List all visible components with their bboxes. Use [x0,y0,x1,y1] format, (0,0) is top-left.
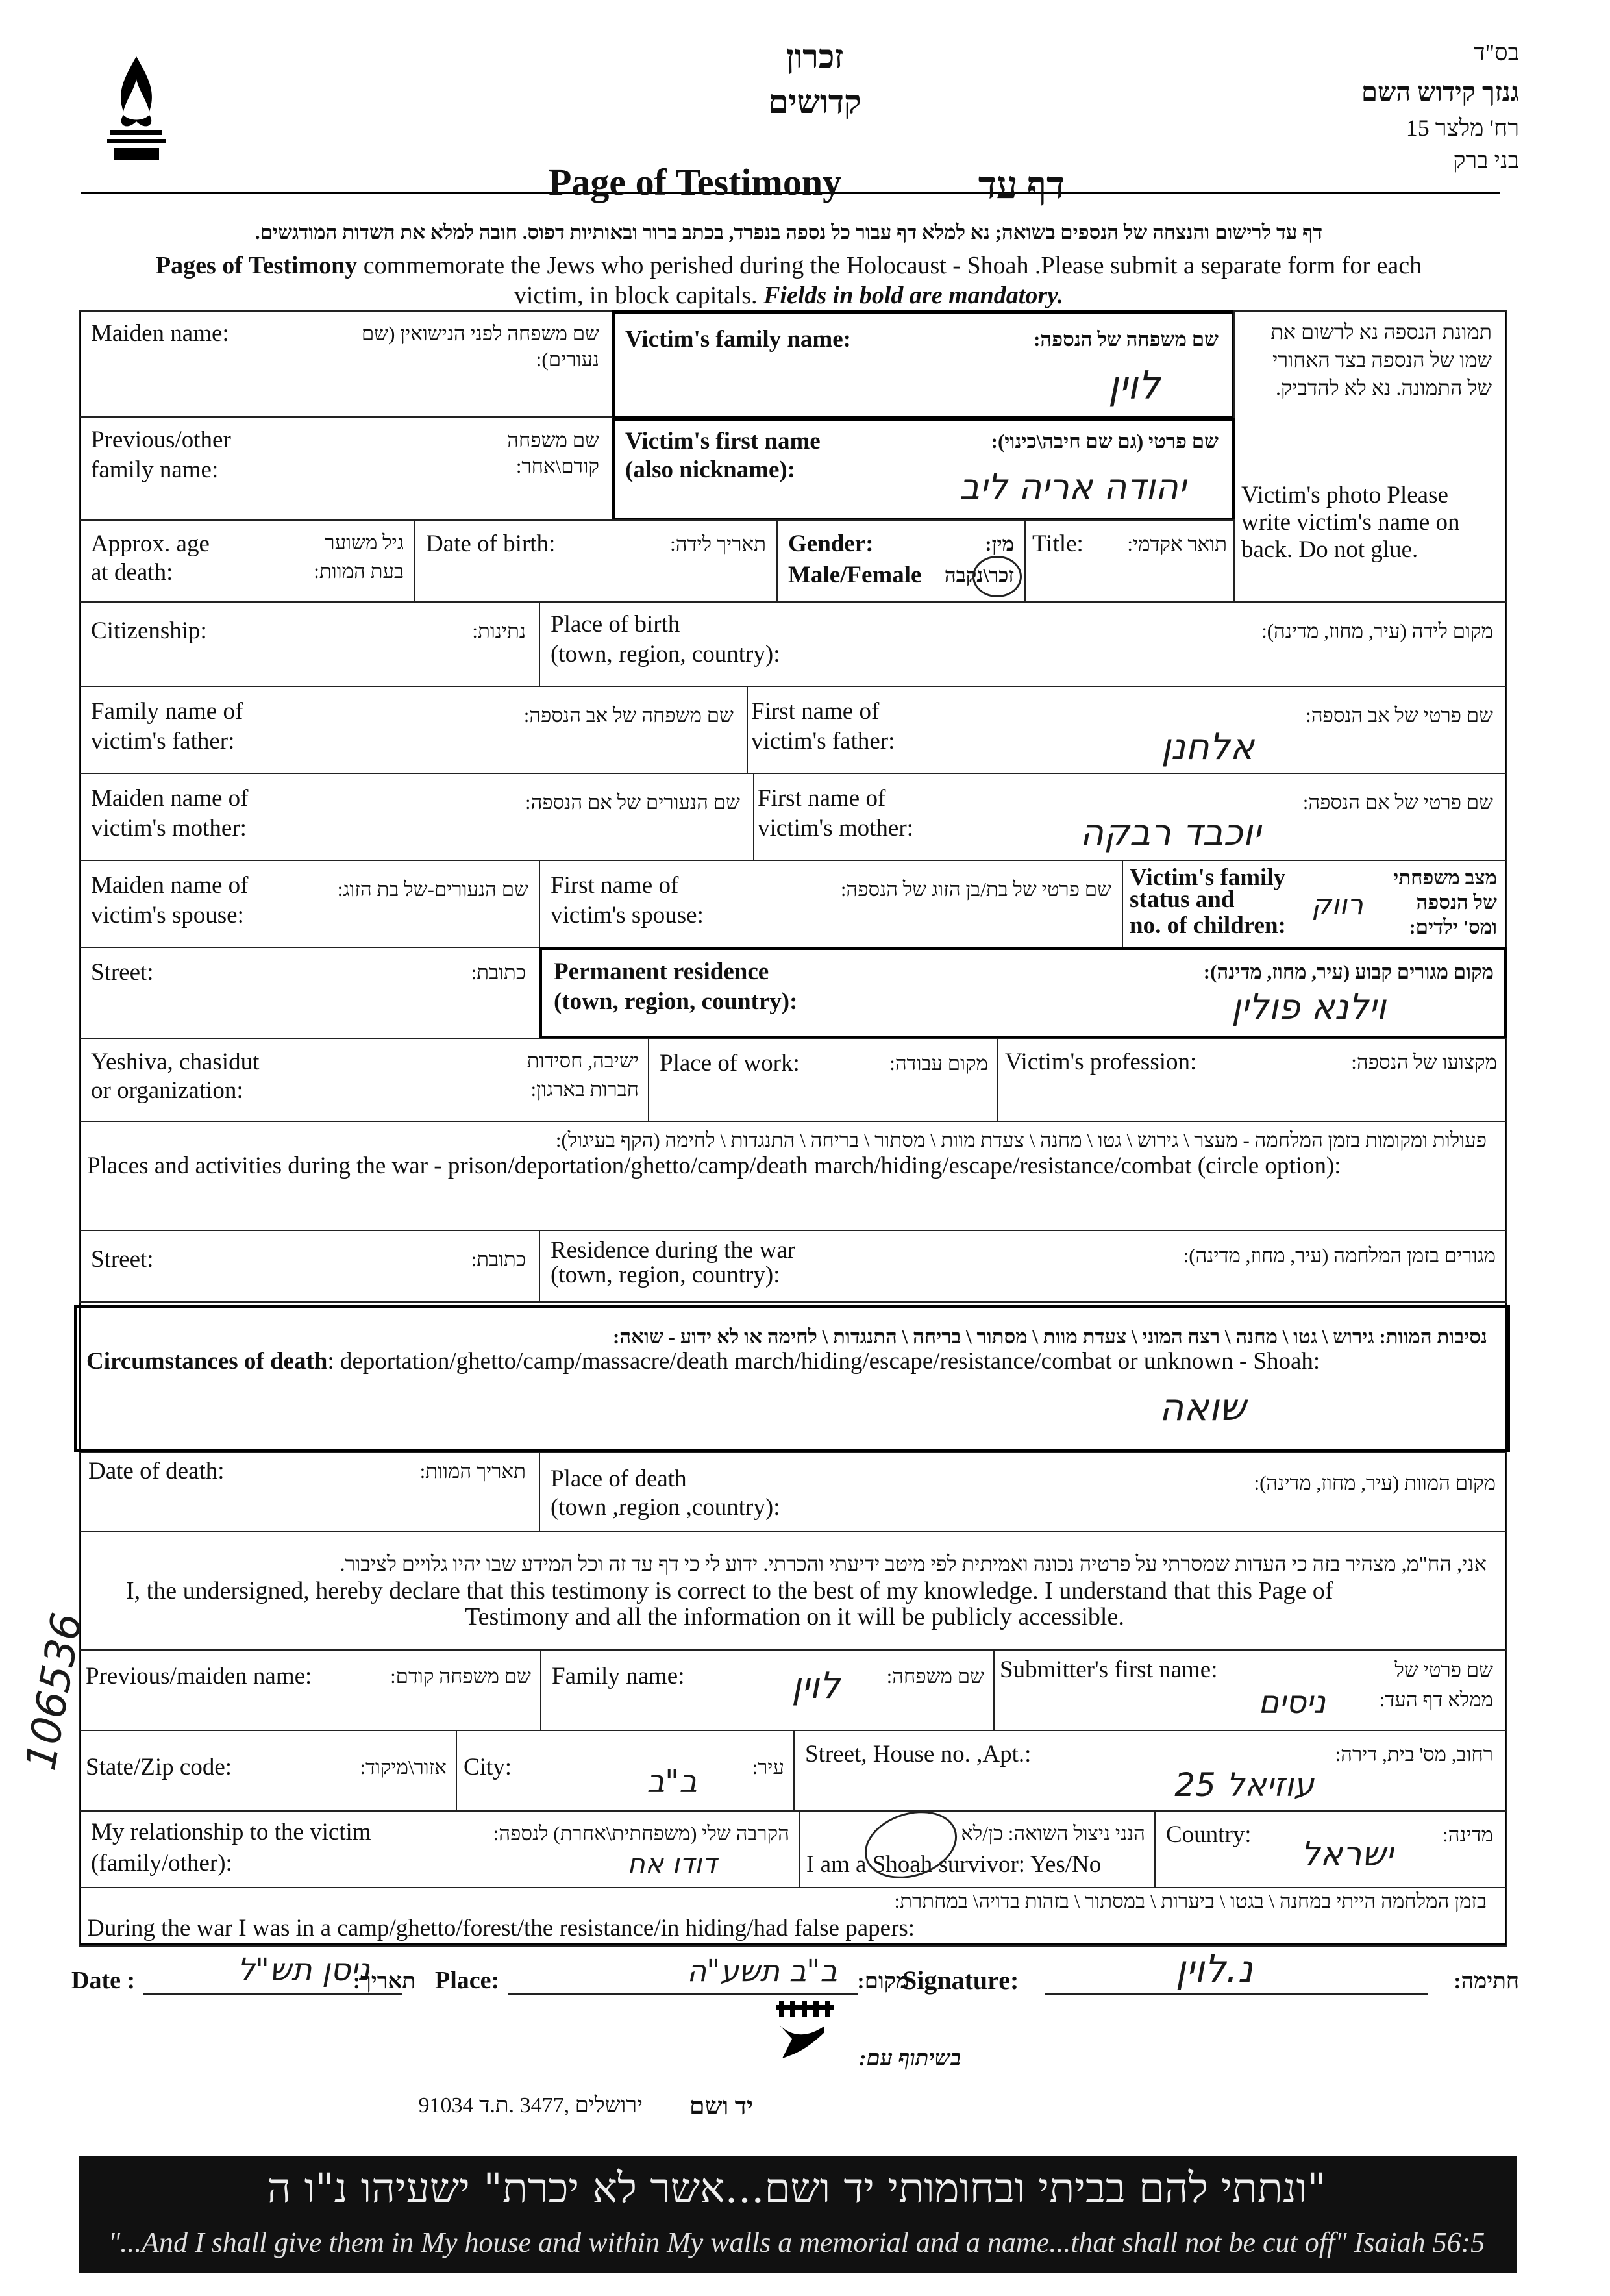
war-residence-label-en1: Residence during the war [551,1237,796,1264]
page-title-he: דף עד [978,164,1065,206]
victim-family-name-label-he: שם משפחה של הנספה: [1034,328,1219,351]
submitter-prev-label-en: Previous/maiden name: [86,1663,312,1690]
mother-first-label-he: שם פרטי של אם הנספה: [1302,791,1493,814]
place-label-he: מקום: [857,1969,909,1993]
gender-selection-circle [972,556,1022,597]
yad-vashem-logo-icon [769,1999,841,2064]
submitter-family-name-value: לוין [791,1665,840,1707]
gender-label-en1: Gender: [788,530,874,557]
citizenship-label-en: Citizenship: [91,618,207,644]
family-status-label-en1: Victim's family [1130,864,1286,891]
org-address-city: בני ברק [1453,147,1519,173]
submitter-family-name-cell[interactable] [540,1649,995,1731]
spouse-first-name-cell[interactable] [539,860,1123,948]
previous-family-name-label-en2: family name: [91,456,219,483]
work-label-en: Place of work: [660,1050,800,1077]
father-first-label-en1: First name of [751,698,880,725]
survivor-cell[interactable] [799,1810,1156,1888]
relationship-label-he: הקרבה שלי (משפחתית\אחרת) לנספה: [493,1822,789,1845]
residence-label-en1: Permanent residence [554,958,769,985]
work-label-he: מקום עבודה: [889,1052,988,1075]
intro-en-mandatory: Fields in bold are mandatory. [763,282,1064,309]
father-first-label-he: שם פרטי של אב הנספה: [1306,704,1493,727]
margin-reference-number: 106536 [17,1609,92,1774]
age-label-he2: בעת המוות: [314,560,404,582]
dod-label-he: תאריך המוות: [419,1460,526,1482]
war-street-cell[interactable] [79,1230,540,1303]
intro-en [91,251,1487,310]
mother-maiden-label-he: שם הנעורים של אם הנספה: [525,791,740,814]
previous-family-name-label-en1: Previous/other [91,427,231,453]
citizenship-cell[interactable] [79,601,540,687]
date-of-birth-cell[interactable] [414,519,778,603]
survivor-label-he: הנני ניצול השואה: כן/לא [961,1822,1145,1845]
maiden-name-cell[interactable] [79,310,613,418]
yeshiva-label-he1: ישיבה, חסידות [526,1049,639,1072]
survivor-label-en: I am a Shoah survivor: Yes/No [806,1851,1102,1878]
submitter-city-label-he: עיר: [752,1756,784,1778]
yeshiva-label-en2: or organization: [91,1077,243,1104]
academic-title-cell[interactable] [1024,519,1235,603]
submitter-street-label-en: Street, House no. ,Apt.: [805,1741,1032,1767]
father-first-name-cell[interactable] [747,686,1507,774]
submitter-zip-cell[interactable] [79,1730,457,1812]
victim-first-name-label-en1: Victim's first name [625,428,821,455]
submitter-first-name-value: ניסים [1258,1684,1326,1721]
pob-label-en1: Place of birth [551,611,680,638]
yeshiva-label-he2: חברות בארגון: [530,1078,639,1101]
intro-he: דף עד לרישום והנצחה של הנספים בשואה; נא למלא דף עבור כל נספה בנפרד, בכתב ברור ובאותיות דפוס. חובה למלא את השדות המודגשים. [254,221,1323,243]
father-family-name-cell[interactable] [79,686,748,774]
submitter-first-label-he2: ממלא דף העד: [1379,1688,1493,1711]
residence-label-en2: (town, region, country): [554,988,798,1015]
org-name: גנזך קידוש השם [1361,77,1519,106]
victim-family-name-cell[interactable] [612,310,1235,419]
submitter-previous-name-cell[interactable] [79,1649,541,1731]
yeshiva-cell[interactable] [79,1038,649,1122]
gender-label-he2: זכר\נקבה [944,564,1014,586]
spouse-maiden-label-he: שם הנעורים-של בת הזוג: [337,878,528,901]
maiden-name-label-en: Maiden name: [91,320,229,347]
date-value: ניסן תש"ל [237,1952,370,1988]
submitter-street-cell[interactable] [793,1730,1507,1812]
submitter-street-label-he: רחוב, מס' בית, דירה: [1335,1743,1493,1766]
street-label-he: כתובת: [471,961,526,984]
family-status-value: רווק [1311,888,1363,921]
place-underline[interactable] [508,1993,858,1995]
dob-label-he: תאריך לידה: [670,532,766,555]
father-first-name-value: אלחנן [1161,726,1254,768]
mother-maiden-name-cell[interactable] [79,773,754,861]
signature-label-he: חתימה: [1454,1969,1519,1993]
submitter-city-value: ב"ב [647,1764,697,1800]
org-logo [104,53,169,164]
family-status-cell[interactable] [1122,860,1507,948]
during-war-label-en: During the war I was in a camp/ghetto/forest/the resistance/in hiding/had false papers: [87,1915,915,1941]
war-residence-cell[interactable] [539,1230,1507,1303]
pod-label-he: מקום המוות (עיר, מחוז, מדינה): [1254,1471,1496,1494]
mother-first-name-cell[interactable] [753,773,1507,861]
relationship-label-en1: My relationship to the victim [91,1819,371,1845]
previous-family-name-label-he: שם משפחה קודם\אחר: [507,429,599,477]
submitter-first-label-he1: שם פרטי של [1394,1658,1493,1681]
cooperation-label: בשיתוף עם: [859,2047,961,2071]
war-places-label-he: פעולות ומקומות בזמן המלחמה - מעצר \ גירוש \ גטו \ מחנה \ צעדת מוות \ מסתור \ בריחה \ התנגדות \ לחימה (הקף בעיגול): [555,1129,1487,1151]
submitter-prev-label-he: שם משפחה קודם: [390,1665,531,1688]
place-label-en: Place: [435,1967,500,1994]
pob-label-he: מקום לידה (עיר, מחוז, מדינה): [1261,619,1493,642]
family-status-label-en3: no. of children: [1130,912,1286,939]
page-title-en: Page of Testimony [549,161,842,203]
death-circ-label-en [86,1347,1508,1376]
spouse-maiden-name-cell[interactable] [79,860,540,948]
war-residence-label-he: מגורים בזמן המלחמה (עיר, מחוז, מדינה): [1183,1244,1496,1267]
photo-instructions-en: Victim's photo Please write victim's name on back. Do not glue. [1241,482,1460,563]
permanent-residence-value: וילנא פולין [1231,986,1386,1027]
relationship-label-en2: (family/other): [91,1850,232,1877]
submitter-first-label-en: Submitter's first name: [1000,1656,1218,1683]
submitter-first-name-cell[interactable] [993,1649,1507,1731]
family-status-label-he1: מצב משפחתי [1393,866,1497,889]
residence-label-he: מקום מגורים קבוע (עיר, מחוז, מדינה): [1203,960,1494,983]
father-first-label-en2: victim's father: [751,728,895,755]
during-war-cell[interactable] [79,1887,1507,1947]
bsd-mark: בס"ד [1474,40,1519,66]
submitter-city-cell[interactable] [456,1730,795,1812]
mother-first-label-en1: First name of [758,785,886,812]
submitter-zip-label-he: אזור\מיקוד: [360,1756,447,1778]
pod-label-en2: (town ,region ,country): [551,1494,780,1521]
submitter-country-label-he: מדינה: [1443,1823,1493,1846]
submitter-city-label-en: City: [464,1754,512,1780]
spouse-maiden-label-en1: Maiden name of [91,872,249,899]
mother-maiden-label-en2: victim's mother: [91,815,247,842]
street-cell[interactable] [79,947,540,1039]
family-status-label-he2: של הנספה [1416,891,1497,914]
dod-label-en: Date of death: [88,1458,225,1484]
declaration-en-line1: I, the undersigned, hereby declare that this testimony is correct to the best of my knowledge. I understand that this Page of [126,1577,1333,1604]
title-kedoshim: קדושים [768,84,861,120]
victim-family-name-label-en: Victim's family name: [625,326,851,353]
war-places-cell[interactable] [79,1121,1507,1231]
org-address-street: רח' מלצר 15 [1406,115,1519,141]
spouse-first-label-he: שם פרטי של בת/בן הזוג של הנספה: [840,878,1111,901]
date-label-en: Date : [71,1967,136,1994]
war-street-label-en: Street: [91,1246,154,1273]
age-label-en2: at death: [91,559,173,586]
date-of-death-cell[interactable] [79,1452,540,1532]
father-family-label-he: שם משפחה של אב הנספה: [523,704,734,727]
death-circ-label-he: נסיבות המוות: גירוש \ גטו \ מחנה \ רצח המוני \ צעדת מוות \ מסתור \ בריחה \ התנגדות \ לחימה או לא ידוע - שואה: [612,1325,1487,1348]
during-war-label-he: בזמן המלחמה הייתי במחנה \ בגטו \ ביערות \ במסתור \ בזהות בדויה\ במחתרת: [894,1890,1487,1912]
war-street-label-he: כתובת: [471,1248,526,1271]
victim-photo-cell[interactable] [1233,310,1507,603]
spouse-first-label-en1: First name of [551,872,679,899]
citizenship-label-he: נתינות: [472,619,526,642]
gender-cell[interactable] [776,519,1026,603]
circumstances-of-death-cell[interactable] [74,1305,1510,1452]
photo-instructions-he: תמונת הנספה נא לרשום את שמו של הנספה בצד האחורי של התמונה. נא לא להדביק. [1270,320,1492,399]
father-family-label-en2: victim's father: [91,728,235,755]
relationship-cell[interactable] [79,1810,800,1888]
place-of-birth-cell[interactable] [539,601,1507,687]
spouse-maiden-label-en2: victim's spouse: [91,902,244,929]
yad-vashem-address: 91034 ירושלים ,3477 .ת.ד [418,2093,643,2117]
gender-label-en2: Male/Female [788,562,922,588]
signature-value: נ.לוין [1175,1947,1253,1991]
submitter-country-cell[interactable] [1154,1810,1507,1888]
place-of-work-cell[interactable] [648,1038,998,1122]
father-family-label-en1: Family name of [91,698,243,725]
war-places-label-en: Places and activities during the war - prison/deportation/ghetto/camp/death march/hiding/escape/resistance/combat (circle option): [87,1153,1341,1179]
banner-quote-en: "...And I shall give them in My house and within My walls a memorial and a name...that shall not be cut off" Isaiah 56:5 [108,2227,1485,2258]
pod-label-en1: Place of death [551,1466,687,1492]
death-circ-label-en-bold: Circumstances of death [86,1348,328,1375]
profession-cell[interactable] [997,1038,1507,1122]
pob-label-en2: (town, region, country): [551,641,780,668]
title-zikaron: זכרון [786,38,844,75]
age-label-en1: Approx. age [91,530,210,557]
street-label-en: Street: [91,959,154,986]
profession-label-he: מקצועו של הנספה: [1351,1051,1497,1073]
profession-label-en: Victim's profession: [1005,1049,1197,1075]
date-label-he: תאריך: [353,1969,415,1993]
intro-en-rest: commemorate the Jews who perished during the Holocaust - Shoah .Please submit a separate form for each [357,252,1422,279]
relationship-value: דודו אח [627,1848,717,1880]
permanent-residence-cell[interactable] [539,947,1507,1039]
submitter-country-label-en: Country: [1166,1821,1252,1848]
banner-quote-he: "ונתתי להם בביתי ובחומותי יד ושם...אשר לא יכרת" ישעיהו נ"ו ה [267,2165,1326,2213]
spouse-first-label-en2: victim's spouse: [551,902,704,929]
war-residence-label-en2: (town, region, country): [551,1262,780,1288]
victim-first-name-cell[interactable] [612,418,1235,521]
signature-label-en: Signature: [902,1965,1019,1995]
submitter-country-value: ישראל [1300,1835,1393,1874]
yeshiva-label-en1: Yeshiva, chasidut [91,1049,260,1075]
gender-label-he1: מין: [985,532,1014,555]
maiden-name-label-he: שם משפחה לפני הנישואין (שם נעורים): [361,322,599,371]
death-circumstances-value: שואה [1159,1385,1246,1429]
declaration-cell [79,1531,1507,1651]
submitter-street-value: עוזיאל 25 [1174,1766,1314,1804]
scripture-banner [79,2156,1517,2273]
title-label-he: תואר אקדמי: [1127,532,1227,555]
previous-family-name-cell[interactable] [79,417,613,521]
declaration-en-line2: Testimony and all the information on it will be publicly accessible. [465,1603,1124,1630]
victim-first-name-label-he: שם פרטי (גם שם חיבה\כינוי): [991,430,1219,453]
victim-first-name-label-en2: (also nickname): [625,456,796,483]
intro-en-line2: victim, in block capitals. [514,282,764,309]
intro-en-bold: Pages of Testimony [155,252,358,279]
mother-first-label-en2: victim's mother: [758,815,913,842]
title-label-en: Title: [1032,530,1084,557]
dob-label-en: Date of birth: [426,530,556,557]
yad-vashem-name: יד ושם [689,2093,753,2120]
family-status-label-he3: ומס' ילדים: [1409,916,1497,938]
victim-first-name-value: יהודה אריה ליב [959,466,1186,507]
submitter-family-label-he: שם משפחה: [886,1665,984,1688]
declaration-he: אני, הח"מ, מצהיר בזה כי העדות שמסרתי על פרטיה נכונה ואמיתית לפי מיטב ידיעתי והכרתי. ידוע לי כי דף עד זה וכל המידע שבו יהיו גלויים לציבור. [340,1552,1487,1575]
mother-maiden-label-en1: Maiden name of [91,785,249,812]
family-status-label-en2: status and [1130,886,1235,913]
mother-first-name-value: יוכבד רבקה [1080,812,1261,854]
age-label-he1: גיל משוער [325,531,404,554]
submitter-zip-label-en: State/Zip code: [86,1754,232,1780]
death-circ-label-en-rest: : deportation/ghetto/camp/massacre/death march/hiding/escape/resistance/combat or unknown - Shoah: [327,1348,1320,1375]
place-value: ב"ב תשע"ה [687,1953,837,1988]
place-of-death-cell[interactable] [539,1452,1507,1532]
submitter-family-label-en: Family name: [552,1663,685,1690]
victim-family-name-value: לוין [1108,363,1160,408]
age-at-death-cell[interactable] [79,519,415,603]
signature-underline[interactable] [1045,1993,1428,1995]
